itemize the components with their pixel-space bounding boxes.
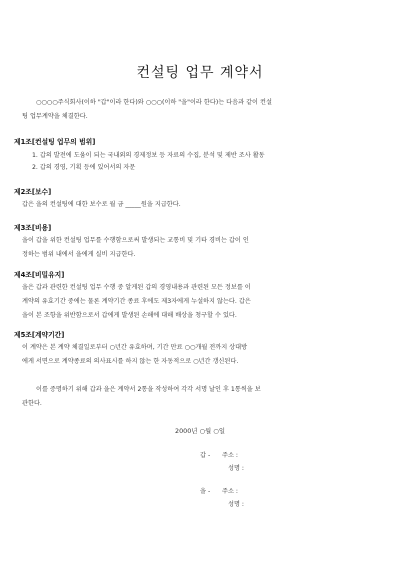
intro-line-1: ○○○○주식회사(이하 "갑"이라 한다)와 ○○○(이하 "을"이라 한다)는 다음과 같이 컨설 — [36, 99, 272, 106]
article-4-line-3: 을이 본 조항을 위반함으로서 갑에게 발생된 손해에 대해 배상을 청구할 수 있다. — [22, 312, 237, 320]
article-1-item-2: 2. 갑의 경영, 기획 등에 있어서의 자문 — [32, 164, 136, 171]
article-2-heading: 제2조[보수] — [14, 188, 52, 196]
closing-line-1: 이를 증명하기 위해 갑과 을은 계약서 2통을 작성하여 각각 서명 날인 후 1통씩을 보 — [36, 386, 261, 393]
article-4-line-2: 계약의 유효기간 중에는 물론 계약기간 종료 후에도 제3자에게 누설하지 않는다. 갑은 — [22, 298, 251, 306]
article-4-line-1: 을은 갑과 관련한 컨설팅 업무 수행 중 알게된 갑의 경영내용과 관련된 모든 정보를 이 — [22, 284, 251, 291]
article-3-body — [22, 234, 378, 262]
article-1-item-1: 1. 갑의 발전에 도움이 되는 국내외의 경제정보 등 자료의 수집, 분석 및 제반 조사 활동 — [32, 152, 265, 159]
article-2-line-1: 갑은 을의 컨설팅에 대한 보수로 월 금 _____원을 지급한다. — [22, 201, 181, 208]
article-5-heading: 제5조[계약기간] — [14, 331, 65, 339]
article-5-line-2: 에게 서면으로 계약종료의 의사표시를 하지 않는 한 자동적으로 ○년간 갱신된다. — [22, 358, 239, 366]
article-3-heading: 제3조[비용] — [14, 224, 52, 232]
article-5-line-1: 이 계약은 본 계약 체결일로부터 ○년간 유효하며, 기간 만료 ○○개월 전까지 상대방 — [22, 344, 248, 351]
party-b-signature-label: 성명 : — [228, 501, 245, 508]
article-4-body — [22, 281, 378, 324]
article-1-heading: 제1조[컨설팅 업무의 범위] — [14, 138, 96, 146]
contract-date: 2000년 ○월 ○일 — [175, 427, 225, 435]
party-a-address-label: 주소 : — [222, 452, 239, 459]
intro-line-2: 팅 업무계약을 체결한다. — [22, 113, 88, 120]
article-3-line-2: 정하는 범위 내에서 을에게 실비 지급한다. — [22, 251, 136, 259]
party-b-address-label: 주소 : — [222, 488, 239, 495]
document-title: 컨설팅 업무 계약서 — [136, 65, 264, 81]
closing-line-2: 관한다. — [22, 400, 42, 407]
article-4-heading: 제4조[비밀유지] — [14, 271, 65, 279]
party-a-label: 갑 - — [200, 452, 211, 459]
article-3-line-1: 을이 갑을 위한 컨설팅 업무를 수행함으로써 발생되는 교통비 및 기타 경비는 갑이 인 — [22, 237, 249, 244]
party-b-label: 을 - — [200, 488, 211, 495]
article-2-body — [22, 198, 378, 212]
article-5-body — [22, 341, 378, 369]
party-a-signature-label: 성명 : — [228, 465, 245, 472]
